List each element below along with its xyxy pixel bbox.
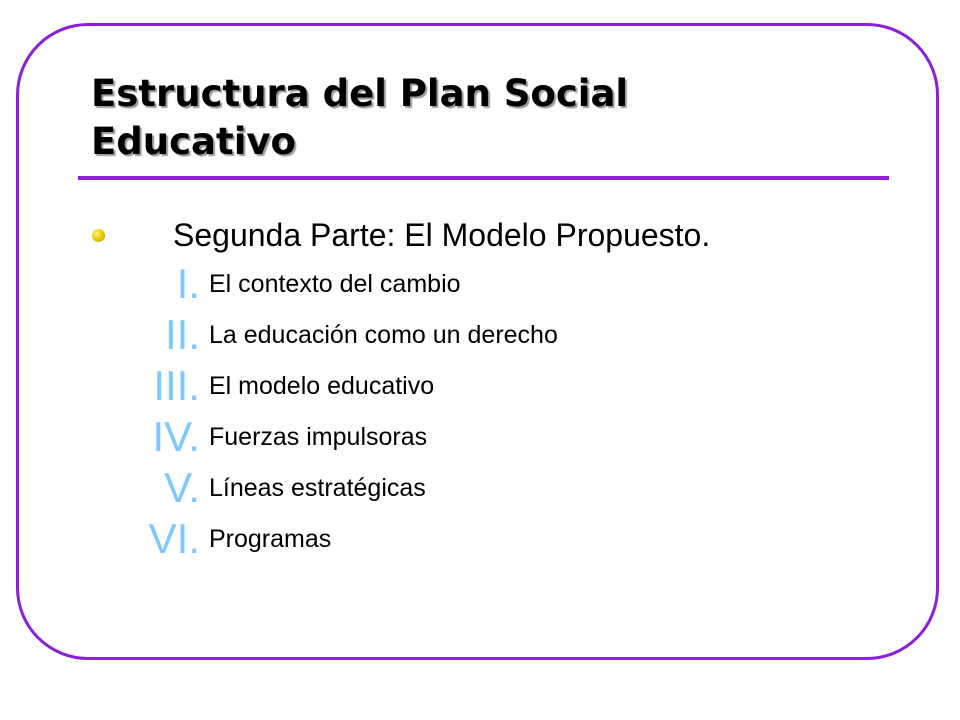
list-numeral: VI.: [148, 515, 200, 562]
list-item-text: La educación como un derecho: [209, 321, 558, 349]
bullet-icon: [92, 229, 105, 242]
bullet-text: Segunda Parte: El Modelo Propuesto.: [173, 217, 711, 253]
list-numeral: III.: [153, 362, 200, 409]
numbered-list: [0, 258, 960, 564]
list-numeral: II.: [164, 311, 200, 358]
list-item: [0, 513, 960, 564]
list-item-text: Líneas estratégicas: [209, 474, 426, 502]
list-item-text: Fuerzas impulsoras: [209, 423, 428, 451]
list-item: [0, 309, 960, 360]
list-item-text: El modelo educativo: [209, 372, 435, 400]
list-numeral: V.: [164, 464, 200, 511]
list-item: [0, 462, 960, 513]
slide-title: Estructura del Plan Social Educativo: [91, 72, 629, 163]
title-underline: [78, 176, 889, 180]
list-item: [0, 258, 960, 309]
list-numeral: IV.: [152, 413, 200, 460]
list-item: [0, 411, 960, 462]
list-item-text: El contexto del cambio: [209, 270, 461, 298]
list-item: [0, 360, 960, 411]
list-numeral: I.: [176, 260, 200, 307]
list-item-text: Programas: [209, 525, 332, 553]
